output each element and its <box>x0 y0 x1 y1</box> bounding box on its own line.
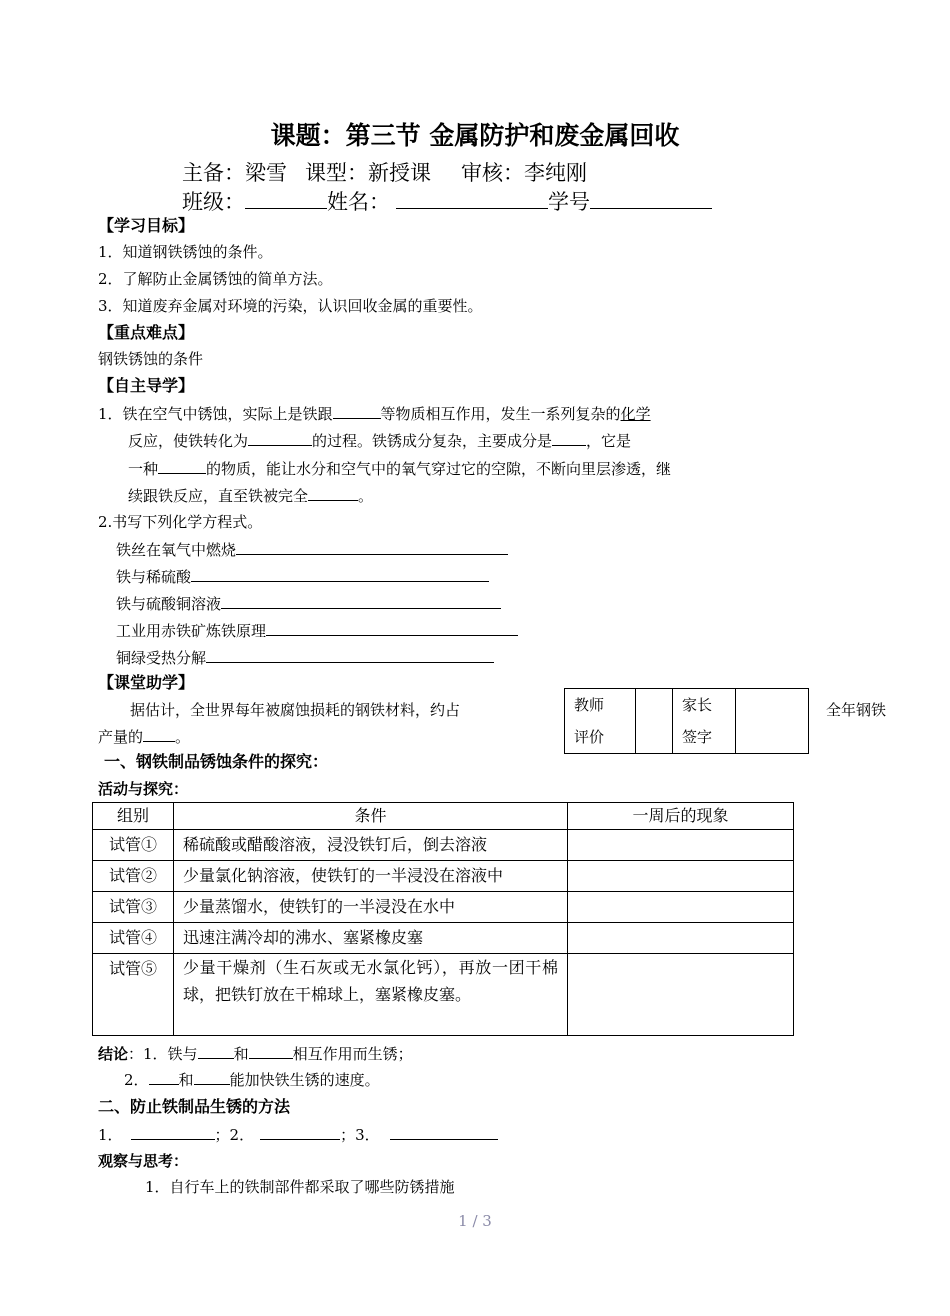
cell-condition: 少量蒸馏水，使铁钉的一半浸没在水中 <box>174 892 568 923</box>
equation-label: 铁与硫酸铜溶液 <box>116 595 222 613</box>
conclusion-blank[interactable] <box>249 1040 293 1059</box>
q1-text: 等物质相互作用，发生一系列复杂的 <box>380 405 621 423</box>
equation-blank[interactable] <box>236 536 508 555</box>
selfstudy-q1-line1 <box>98 400 651 427</box>
cell-result[interactable] <box>568 954 794 1036</box>
number-blank[interactable] <box>590 186 712 209</box>
section2-heading: 二、防止铁制品生锈的方法 <box>98 1097 291 1116</box>
intro-text: 产量的 <box>98 728 144 746</box>
name-label: 姓名： <box>327 190 390 214</box>
teacher-eval-line: 教师 <box>574 696 605 714</box>
observe-question: 1．自行车上的铁制部件都采取了哪些防锈措施 <box>145 1178 455 1196</box>
class-blank[interactable] <box>245 186 327 209</box>
conclusion-blank[interactable] <box>149 1066 179 1085</box>
equation-label: 铁丝在氧气中燃烧 <box>116 541 237 559</box>
teacher-eval-line: 评价 <box>574 728 605 746</box>
lesson-type: 课型：新授课 <box>305 161 431 185</box>
conclusion-text: ：1．铁与 <box>128 1045 198 1063</box>
equation-item <box>116 563 489 590</box>
keypoints-text: 钢铁锈蚀的条件 <box>98 350 204 368</box>
equation-item <box>116 590 501 617</box>
section2-methods <box>98 1121 498 1148</box>
parent-sign-cell[interactable] <box>736 689 809 754</box>
conclusion-line-2 <box>124 1066 380 1093</box>
goals-heading: 【学习目标】 <box>98 216 195 235</box>
table-row <box>93 830 794 861</box>
equation-blank[interactable] <box>266 617 518 636</box>
equation-blank[interactable] <box>191 563 489 582</box>
q1-text: ，它是 <box>586 432 632 450</box>
conclusion-blank[interactable] <box>198 1040 234 1059</box>
conclusion-text: 和 <box>233 1045 249 1063</box>
method-blank[interactable] <box>131 1121 215 1140</box>
table-row <box>93 954 794 1036</box>
table-row <box>93 861 794 892</box>
experiment-table <box>92 802 794 1036</box>
section1-heading: 一、钢铁制品锈蚀条件的探究： <box>104 752 329 771</box>
cell-result[interactable] <box>568 861 794 892</box>
conclusion-line-1 <box>98 1040 413 1067</box>
parent-sign-label <box>673 689 736 754</box>
cell-group: 试管④ <box>93 923 174 954</box>
method-blank[interactable] <box>390 1121 498 1140</box>
method-number: ；3． <box>340 1126 380 1144</box>
cell-result[interactable] <box>568 892 794 923</box>
classroom-heading: 【课堂助学】 <box>98 673 195 692</box>
conclusion-text: 能加快铁生锈的速度。 <box>229 1071 380 1089</box>
q1-blank-result[interactable] <box>308 482 358 501</box>
table-row <box>93 923 794 954</box>
conclusion-text: 和 <box>178 1071 194 1089</box>
q1-text: 。 <box>358 487 374 505</box>
cell-group: 试管② <box>93 861 174 892</box>
name-blank[interactable] <box>396 186 548 209</box>
cell-condition: 迅速注满冷却的沸水、塞紧橡皮塞 <box>174 923 568 954</box>
class-label: 班级： <box>182 190 245 214</box>
goal-item: 2．了解防止金属锈蚀的简单方法。 <box>98 270 333 288</box>
method-number: ；2． <box>214 1126 255 1144</box>
page-indicator: 1 / 3 <box>458 1212 492 1230</box>
preparer: 主备：梁雪 <box>182 161 287 185</box>
q1-text: 的物质，能让水分和空气中的氧气穿过它的空隙，不断向里层渗透，继 <box>206 460 672 478</box>
method-blank[interactable] <box>260 1121 340 1140</box>
keypoints-heading: 【重点难点】 <box>98 323 195 342</box>
goal-item: 3．知道废弃金属对环境的污染，认识回收金属的重要性。 <box>98 297 483 315</box>
table-header-row <box>93 803 794 830</box>
teacher-eval-cell[interactable] <box>636 689 673 754</box>
selfstudy-q1-line2 <box>128 427 631 454</box>
cell-condition: 少量氯化钠溶液，使铁钉的一半浸没在溶液中 <box>174 861 568 892</box>
selfstudy-q2-label: 2.书写下列化学方程式。 <box>98 513 263 531</box>
equation-item <box>116 644 494 671</box>
parent-sign-line: 签字 <box>682 728 713 746</box>
teacher-eval-label <box>565 689 636 754</box>
q1-blank-substances[interactable] <box>333 400 381 419</box>
equation-blank[interactable] <box>221 590 501 609</box>
cell-condition: 稀硫酸或醋酸溶液，浸没铁钉后，倒去溶液 <box>174 830 568 861</box>
conclusion-text: 相互作用而生锈； <box>292 1045 413 1063</box>
cell-result[interactable] <box>568 830 794 861</box>
equation-label: 铜绿受热分解 <box>116 649 207 667</box>
cell-group: 试管③ <box>93 892 174 923</box>
cell-condition: 少量干燥剂（生石灰或无水氯化钙），再放一团干棉球，把铁钉放在干棉球上，塞紧橡皮塞。 <box>174 954 568 1036</box>
q1-blank-property[interactable] <box>158 455 206 474</box>
q1-text: 一种 <box>128 460 159 478</box>
goal-item: 1．知道钢铁锈蚀的条件。 <box>98 243 273 261</box>
q1-text: 续跟铁反应，直至铁被完全 <box>128 487 309 505</box>
header-result: 一周后的现象 <box>568 803 794 830</box>
classroom-intro-b: 全年钢铁 <box>826 701 887 719</box>
table-row <box>93 892 794 923</box>
meta-line-1 <box>182 159 587 187</box>
cell-group: 试管① <box>93 830 174 861</box>
activity-label: 活动与探究： <box>98 780 189 798</box>
q1-blank-component[interactable] <box>552 427 586 446</box>
number-label: 学号 <box>548 190 590 214</box>
classroom-intro-a: 据估计，全世界每年被腐蚀损耗的钢铁材料，约占 <box>130 701 461 719</box>
conclusion-blank[interactable] <box>194 1066 230 1085</box>
equation-label: 工业用赤铁矿炼铁原理 <box>116 622 267 640</box>
intro-text: 。 <box>175 728 191 746</box>
header-condition: 条件 <box>174 803 568 830</box>
q1-text: 反应，使铁转化为 <box>128 432 249 450</box>
equation-blank[interactable] <box>206 644 494 663</box>
document-title: 课题：第三节 金属防护和废金属回收 <box>270 121 680 150</box>
classroom-intro-line2 <box>98 723 190 750</box>
selfstudy-q1-line4 <box>128 482 373 509</box>
evaluation-box <box>564 688 809 754</box>
q1-underlined-word: 化学 <box>620 405 651 423</box>
parent-sign-line: 家长 <box>682 696 713 714</box>
meta-line-2 <box>182 186 712 216</box>
equation-label: 铁与稀硫酸 <box>116 568 192 586</box>
header-group: 组别 <box>93 803 174 830</box>
observe-label: 观察与思考： <box>98 1152 189 1170</box>
q1-text: 的过程。铁锈成分复杂，主要成分是 <box>312 432 553 450</box>
reviewer: 审核：李纯刚 <box>461 161 587 185</box>
cell-result[interactable] <box>568 923 794 954</box>
q1-blank-transform[interactable] <box>248 427 312 446</box>
cell-group: 试管⑤ <box>93 954 174 1036</box>
selfstudy-heading: 【自主导学】 <box>98 376 195 395</box>
intro-blank-percent[interactable] <box>143 723 175 742</box>
conclusion-label: 结论 <box>98 1045 129 1063</box>
conclusion-text: 2． <box>124 1071 149 1089</box>
method-number: 1． <box>98 1126 123 1144</box>
selfstudy-q1-line3 <box>128 455 671 482</box>
q1-text: 1．铁在空气中锈蚀，实际上是铁跟 <box>98 405 333 423</box>
equation-item <box>116 617 518 644</box>
equation-item <box>116 536 508 563</box>
